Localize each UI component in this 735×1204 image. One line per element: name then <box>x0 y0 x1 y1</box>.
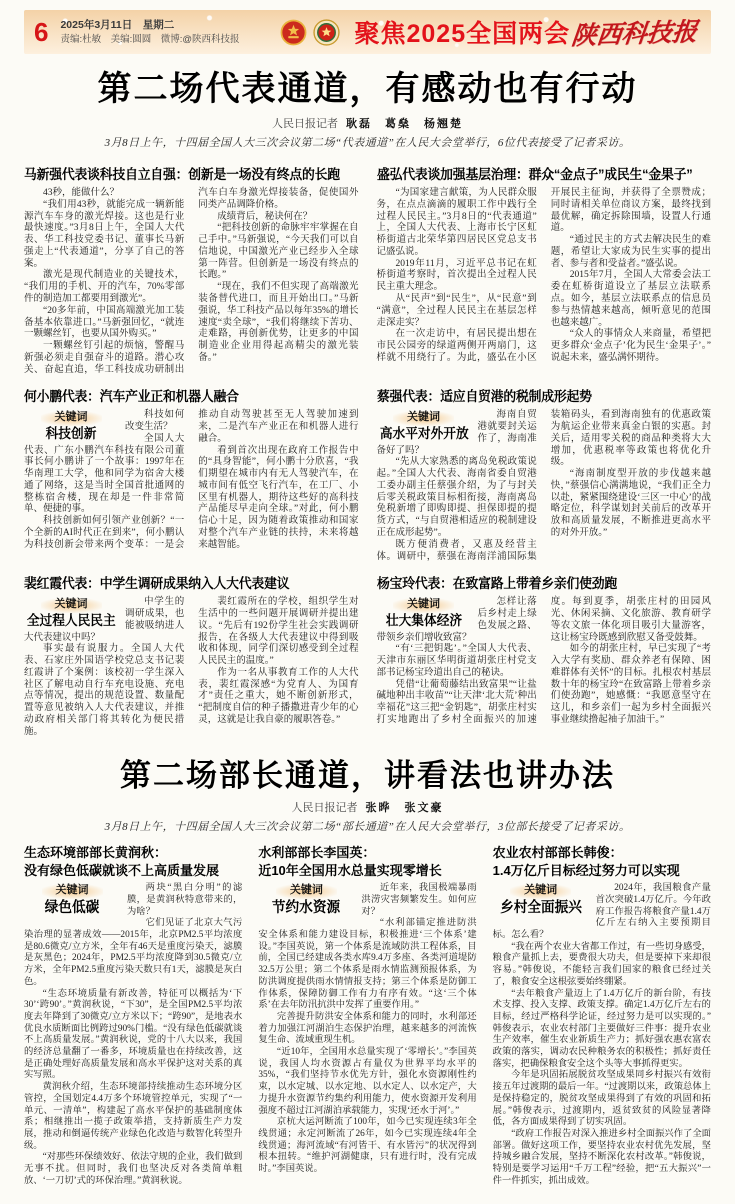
national-emblem-icon <box>280 19 307 46</box>
paragraph: “20多年前，中国高端激光加工装备基本依靠进口。”马新强回忆，“就连一颗螺丝钉，也要从国外购买。” <box>24 305 185 340</box>
keyword-badge <box>377 598 471 629</box>
page-number: 6 <box>34 16 49 47</box>
header-center <box>240 14 570 50</box>
article-li-guoying <box>258 844 476 1187</box>
article-body <box>24 597 359 738</box>
minister-title: 农业农村部部长韩俊： <box>492 845 623 861</box>
paragraph: 完善提升防洪安全体系和能力的同时，水利部还着力加强江河湖泊生态保护治理，越来越多的河流恢复生命、流域重现生机。 <box>258 1011 477 1046</box>
paragraph: 作为一名从事教育工作的人大代表，裴红霞深感“为党育人、为国育才”责任之重大，她不断创新形式，“把制度自信的种子播撒进青少年的心灵，这就是让我自豪的履职答卷。” <box>198 667 359 725</box>
paragraph: 裴红霞所在的学校，组织学生对生活中的一些问题开展调研并提出建议。“先后有192份学生社会实践调研报告，在各级人大代表建议中得到吸收和体现，同学们深切感受到全过程人民民主的温度。” <box>198 597 359 667</box>
paragraph: 京杭大运河断流了100年，如今已实现连续3年全线贯通；永定河断流了26年，如今已实现连续4年全线贯通；海河流域“有河皆干、有水皆污”的状况得到根本扭转。“维护河湖健康，只有进行时，没有完成时。”李国英说。 <box>258 1117 477 1175</box>
byline-prefix: 人民日报记者 <box>272 118 338 131</box>
deputies-channel-section <box>24 70 711 738</box>
article-headline: 裴红霞代表：中学生调研成果纳入人大代表建议 <box>24 576 290 592</box>
keyword-text: 科技创新 <box>45 425 97 441</box>
paragraph: “水利部锚定推进防洪安全体系和能力建设目标，积极推进‘三个体系’建设。”李国英说，第一个体系是流域防洪工程体系，目前，全国已经建成各类水库9.4万多座、各类河道堤防32.5万公里；第二个体系是雨水情监测预报体系，为防洪调度提供雨水情情报支持；第三个体系是防御工作体系，保障防御工作有力有序有效。“这‘三个体系’在去年防汛抗洪中发挥了重要作用。” <box>258 918 477 1011</box>
deputies-headline: 第二场代表通道，有感动也有行动 <box>97 70 638 108</box>
minister-title: 水利部部长李国英： <box>258 845 376 861</box>
masthead: 陕西科技报 <box>570 18 699 51</box>
paragraph: “我在两个农业大省都工作过，有一些切身感受，粮食产量抓上去，要费很大功夫，但是要掉下来却很容易。”韩俊说，不能轻言我们国家的粮食已经过关了，粮食安全这根弦要始终绷紧。 <box>492 941 711 987</box>
paragraph: “众人的事情众人来商量，希望把更多群众‘金点子’化为民生‘金果子’。”说起未来，盛弘满怀期待。 <box>550 329 711 363</box>
article-sheng-hong <box>377 163 712 376</box>
paragraph: “把科技创新的命脉牢牢掌握在自己手中。”马新强说，“今天我们可以自信地说，中国激光产业已经步入全球第一阵营。但创新是一场没有终点的长跑。” <box>198 223 359 281</box>
paragraph: 凭借“让葡萄藤结出致富果”“让盐碱地种出丰收苗”“让天津‘北大荒’种出幸福花”这三把“金钥匙”，胡张庄村实打实地跑出了乡村全面振兴的加速度。每到夏季，胡张庄村的田园风光、休闲采摘、文化旅游、教育研学等农文旅一体化项目吸引大量游客，这让杨宝玲既感到欣慰又备受鼓舞。 <box>376 597 711 725</box>
article-body <box>493 883 711 1187</box>
deputies-byline <box>24 115 711 131</box>
paragraph: “近10年，全国用水总量实现了‘零增长’。”李国英说，我国人均水资源占有量仅为世界平均水平的35%，“我们坚持节水优先方针，强化水资源刚性约束，以水定城、以水定地、以水定人、以水定产，大力提升水资源节约集约利用能力，使水资源开发利用强度不超过江河湖泊承载能力，实现‘还水于河’。” <box>258 1047 477 1116</box>
paragraph: 看到首次出现在政府工作报告中的“具身智能”，何小鹏十分欣喜，“我们期望在城市内有无人驾驶汽车，在城市间有低空飞行汽车，在工厂、小区里有机器人，期待这些好的高科技产品能尽早走向全球。”对此，何小鹏信心十足，因为随着政策推动和国家对整个汽车产业链的扶持，未来将越来越智能。 <box>198 445 359 550</box>
keyword-label: 关键词 <box>41 598 102 613</box>
paragraph: 在一次走访中，有居民提出想在市民公园旁的绿道两侧开两扇门，这样就不用绕行了。为此，盛弘在小区开展民主征询，并获得了全票赞成；同时请相关单位商议方案，最终找到最优解，确定拆除围墙，设置人行通道。 <box>376 188 711 363</box>
article-body <box>377 597 712 726</box>
byline-names: 耿磊 葛燊 杨翘楚 <box>346 118 463 131</box>
paragraphs <box>24 883 242 1187</box>
ministers-intro: 3月8日上午，十四届全国人大三次会议第二场“部长通道”在人民大会堂举行，3位部长接受了记者采访。 <box>104 821 631 834</box>
keyword-text: 节约水资源 <box>272 900 341 917</box>
keyword-badge <box>24 598 118 629</box>
keyword-badge <box>493 884 589 917</box>
paragraph: 中学生的调研成果，也能被吸纳进人大代表建议中吗？ <box>24 597 185 643</box>
editor-line: 责编:杜敏 美编:圆圆 微博:@陕西科技报 <box>60 33 240 45</box>
paragraph: “先从大家熟悉的离岛免税政策说起。”全国人大代表、海南省委自贸港工委办副主任蔡强介绍，为了与封关后零关税政策目标相衔接，海南离岛免税新增了即购即提、担保即提的提货方式，“与自贸港相适应的税制建设正在成形起势”。 <box>376 457 537 538</box>
paragraph: “政府工作报告对深入推进乡村全面振兴作了全面部署。做好这项工作，要坚持农业农村优先发展，坚持城乡融合发展，坚持不断深化农村改革。”韩俊说，特别是要学习运用“千万工程”经验，把“五大振兴”一件一件抓实，抓出成效。 <box>492 1128 711 1186</box>
paragraph: 2024年，我国粮食产量首次突破1.4万亿斤。今年政府工作报告将粮食产量1.4万亿斤左右纳入主要预期目标。怎么看？ <box>492 883 711 941</box>
date-line: 2025年3月11日 星期二 <box>60 18 175 31</box>
paragraph: 今年是巩固拓展脱贫攻坚成果同乡村振兴有效衔接五年过渡期的最后一年。“过渡期以来，政策总体上是保持稳定的，脱贫攻坚成果得到了有效的巩固和拓展。”韩俊表示，过渡期内，返贫致贫的风险显著降低，各方面成果得到了切实巩固。 <box>492 1070 711 1128</box>
keyword-badge <box>258 884 354 917</box>
paragraph: 海南自贸港就要封关运作了，海南准备好了吗？ <box>376 410 537 456</box>
paragraphs <box>493 883 711 1187</box>
keyword-text: 绿色低碳 <box>44 900 100 917</box>
paragraph: 成绩背后，秘诀何在？ <box>217 211 313 222</box>
article-headline: 何小鹏代表：汽车产业正和机器人融合 <box>24 389 239 405</box>
paragraph: 既方便消费者，又惠及经营主体。调研中，蔡强在海南洋浦国际集装箱码头，看到海南独有的优惠政策为航运企业带来真金白银的实惠。封关后，适用零关税的商品种类将大大增加，优惠税率等政策也将优化升级。 <box>376 410 711 562</box>
paragraph: 2019年11月，习近平总书记在虹桥街道考察时，首次提出全过程人民民主重大理念。 <box>376 258 537 293</box>
article-headline <box>24 844 242 879</box>
deputies-article-grid <box>24 154 711 738</box>
paragraph: 近年来，我国极端暴雨洪涝灾害频繁发生。如何应对？ <box>361 883 477 917</box>
keyword-label: 关键词 <box>393 598 454 613</box>
keyword-badge <box>24 884 120 917</box>
headline-quote: 没有绿色低碳就谈不上高质量发展 <box>24 862 220 878</box>
cppcc-emblem-icon <box>313 19 340 46</box>
article-han-jun <box>493 844 711 1187</box>
paragraph: “对那些环保绩效好、依法守规的企业，我们做到无事不扰。但同时，我们也坚决反对各类简单粗放、‘一刀切’式的环保治理。”黄润秋说。 <box>24 1152 243 1186</box>
article-headline <box>258 844 476 879</box>
keyword-text: 全过程人民民主 <box>26 612 116 628</box>
keyword-label: 关键词 <box>393 411 454 426</box>
article-headline: 蔡强代表：适应自贸港的税制成形起势 <box>376 389 592 405</box>
paragraph: “海南制度型开放的步伐越来越快，”蔡强信心满满地说，“我们正全力以赴，紧紧围绕建设‘三区一中心’的战略定位，科学谋划封关前后的改革开放和高质量发展，不断推进更高水平的对外开放。” <box>550 469 711 538</box>
paragraph: 科技创新如何引领产业创新？“一个全新的AI时代正在到来”，何小鹏认为科技创新会带来两个变革：一是会推动自动驾驶甚至无人驾驶加速到来，二是汽车产业正在和机器人进行融合。 <box>24 410 359 550</box>
byline-names: 张晔 张文豪 <box>365 802 444 815</box>
article-body <box>24 410 359 551</box>
page-header <box>24 10 711 54</box>
header-meta <box>60 18 239 47</box>
paragraph: 一颗螺丝钉引起的烦恼，警醒马新强必须走自强奋斗的道路。潜心攻关、奋起直追，华工科技成功研制出汽车白车身激光焊接装备，促使国外同类产品调降价格。 <box>24 188 359 375</box>
keyword-text: 壮大集体经济 <box>385 612 462 628</box>
article-pei-hongxia <box>24 572 359 738</box>
article-headline: 杨宝玲代表：在致富路上带着乡亲们使劲跑 <box>376 576 617 592</box>
paragraph: 两块“黑白分明”的滤膜，是黄润秋特意带来的，为啥？ <box>127 883 243 917</box>
keyword-label: 关键词 <box>276 884 337 899</box>
ministers-article-grid <box>24 844 711 1187</box>
paragraph: “我们用43秒，就能完成一辆新能源汽车车身的激光焊接。这也是行业最快速度。”3月8日上午，全国人大代表、华工科技党委书记、董事长马新强走上“代表通道”，分享了自己的答案。 <box>24 199 185 269</box>
ministers-byline <box>24 799 711 815</box>
keyword-label: 关键词 <box>41 411 102 426</box>
paragraph: 科技如何改变生活？ <box>125 410 185 433</box>
article-body <box>24 188 359 376</box>
paragraph: 怎样让落后乡村走上绿色发展之路、带领乡亲们增收致富？ <box>376 597 537 643</box>
article-yang-baoling <box>377 572 712 738</box>
keyword-text: 乡村全面振兴 <box>499 900 582 917</box>
paragraph: 全国人大代表、广东小鹏汽车科技有限公司董事长何小鹏讲了一个故事：1997年在华南理工大学，他和同学为宿舍大楼通了网络，这是当时全国首批通网的整栋宿舍楼，现在却是一件非常简单、便捷的事。 <box>24 433 185 515</box>
paragraph: “生态环境质量有新改善，特征可以概括为‘下30’‘跨90’。”黄润秋说，“下30”，是全国PM2.5平均浓度去年降到了30微克/立方米以下；“跨90”，是地表水优良水质断面比例跨过90%门槛。“没有绿色低碳就谈不上高质量发展。”黄润秋说，党的十八大以来，我国的经济总量翻了一番多，环境质量也在持续改善，这是正确处理好高质量发展和高水平保护这对关系的真实写照。 <box>24 988 243 1081</box>
ministers-headline: 第二场部长通道，讲看法也讲办法 <box>120 758 615 794</box>
paragraph: 如今的胡张庄村，早已实现了“考入大学有奖励、群众养老有保障、困难群体有关怀”的目标。扎根农村基层数十年的杨宝玲“在致富路上带着乡亲们使劲跑”，她感慨：“我愿意坚守在这儿，和乡亲们一起为乡村全面振兴事业继续撸起袖子加油干。” <box>550 644 711 725</box>
minister-title: 生态环境部部长黄润秋： <box>24 845 168 861</box>
article-body <box>377 410 712 563</box>
article-huang-runqiu <box>24 844 242 1187</box>
headline-quote: 1.4万亿斤目标经过努力可以实现 <box>492 862 680 878</box>
keyword-label: 关键词 <box>42 884 103 899</box>
paragraph: 黄润秋介绍，生态环境部持续推动生态环境分区管控，全国划定4.4万多个环境管控单元，实现了“一单元、一清单”，构建起了高水平保护的基础制度体系；相继推出一揽子政策举措，支持新质生产力发展，推动和倒逼传统产业绿色化改造与数智化转型升级。 <box>24 1082 243 1151</box>
keyword-badge <box>377 411 471 442</box>
paragraph: 它们见证了北京大气污染治理的显著成效——2015年，北京PM2.5平均浓度是80.6微克/立方米，全年有46天是重度污染天，滤膜是灰黑色；2024年，PM2.5平均浓度降到30.5微克/立方米，全年PM2.5重度污染天数只有1天，滤膜是灰白色。 <box>24 918 243 987</box>
paragraphs <box>377 188 712 364</box>
paragraph: “有‘三把钥匙’。”全国人大代表、天津市东丽区华明街道胡张庄村党支部书记杨宝玲道出自己的秘诀。 <box>376 644 537 678</box>
paragraphs <box>258 883 476 1176</box>
paragraph: 激光是现代制造业的关键技术，“我们用的手机、开的汽车，70%零部件的制造加工都要用到激光”。 <box>24 270 185 304</box>
deputies-intro: 3月8日上午，十四届全国人大三次会议第二场“代表通道”在人民大会堂举行，6位代表接受了记者采访。 <box>104 137 631 150</box>
keyword-text: 高水平对外开放 <box>379 425 469 441</box>
article-body <box>258 883 476 1176</box>
article-cai-qiang <box>377 385 712 563</box>
section-title: 聚焦2025全国两会 <box>354 20 571 48</box>
article-headline: 盛弘代表谈加强基层治理：群众“金点子”成民生“金果子” <box>376 167 693 183</box>
ministers-channel-section <box>24 758 711 1187</box>
article-ma-xinqiang <box>24 163 359 376</box>
article-headline: 马新强代表谈科技自立自强：创新是一场没有终点的长跑 <box>24 167 340 183</box>
headline-quote: 近10年全国用水总量实现零增长 <box>258 862 442 878</box>
article-body <box>377 188 712 364</box>
paragraphs <box>24 188 359 376</box>
paragraph: “去年粮食产量迈上了1.4万亿斤的新台阶，有技术支撑、投入支撑、政策支撑。确定1.4万亿斤左右的目标，经过严格科学论证，经过努力是可以实现的。”韩俊表示，农业农村部门主要做好三件事：提升农业生产效率，催生农业新质生产力；抓好强农惠农富农政策的落实，调动农民种粮务农的积极性；抓好责任落实，把确保粮食安全这个头等大事抓得更实。 <box>492 988 711 1069</box>
keyword-badge <box>24 411 118 442</box>
keyword-label: 关键词 <box>510 884 571 899</box>
paragraph: “为国家建言献策，为人民群众服务，在点点滴滴的履职工作中践行全过程人民民主。”3月8日的“代表通道”上，全国人大代表、上海市长宁区虹桥街道古北荣华第四居民区党总支书记盛弘说。 <box>376 188 537 257</box>
article-body <box>24 883 242 1187</box>
article-he-xiaopeng <box>24 385 359 563</box>
byline-prefix: 人民日报记者 <box>291 802 358 815</box>
paragraph: 事实最有说服力。全国人大代表、石家庄外国语学校党总支书记裴红霞讲了个案例：该校初一学生深入社区了解电动自行车充电设施、充电点等情况，提出的规范设置、数量配置等意见被纳入人大代表建议，并推动政府相关部门将其转化为便民措施。 <box>24 644 185 737</box>
article-headline <box>493 844 711 879</box>
paragraph: 43秒，能做什么？ <box>43 188 120 199</box>
paragraph: “通过民主的方式去解决民生的难题，希望让大家成为民生实事的提出者、参与者和受益者。”盛弘说。 <box>550 235 711 269</box>
paragraph: 2015年7月，全国人大常委会法工委在虹桥街道设立了基层立法联系点。如今，基层立法联系点的信息员参与热情越来越高，倾听意见的范围也越来越广。 <box>550 270 711 328</box>
paragraph: “现在，我们不但实现了高端激光装备替代进口，而且开始出口。”马新强说，华工科技产品以每年35%的增长速度“卖全球”，“我们将继续下苦功、走难路，再创新优势，让更多的中国制造业企业用得起高精尖的激光装备。” <box>198 282 359 363</box>
paragraph: 从“民声”到“民生”，从“民意”到“满意”，全过程人民民主在基层怎样走深走实？ <box>376 293 537 328</box>
